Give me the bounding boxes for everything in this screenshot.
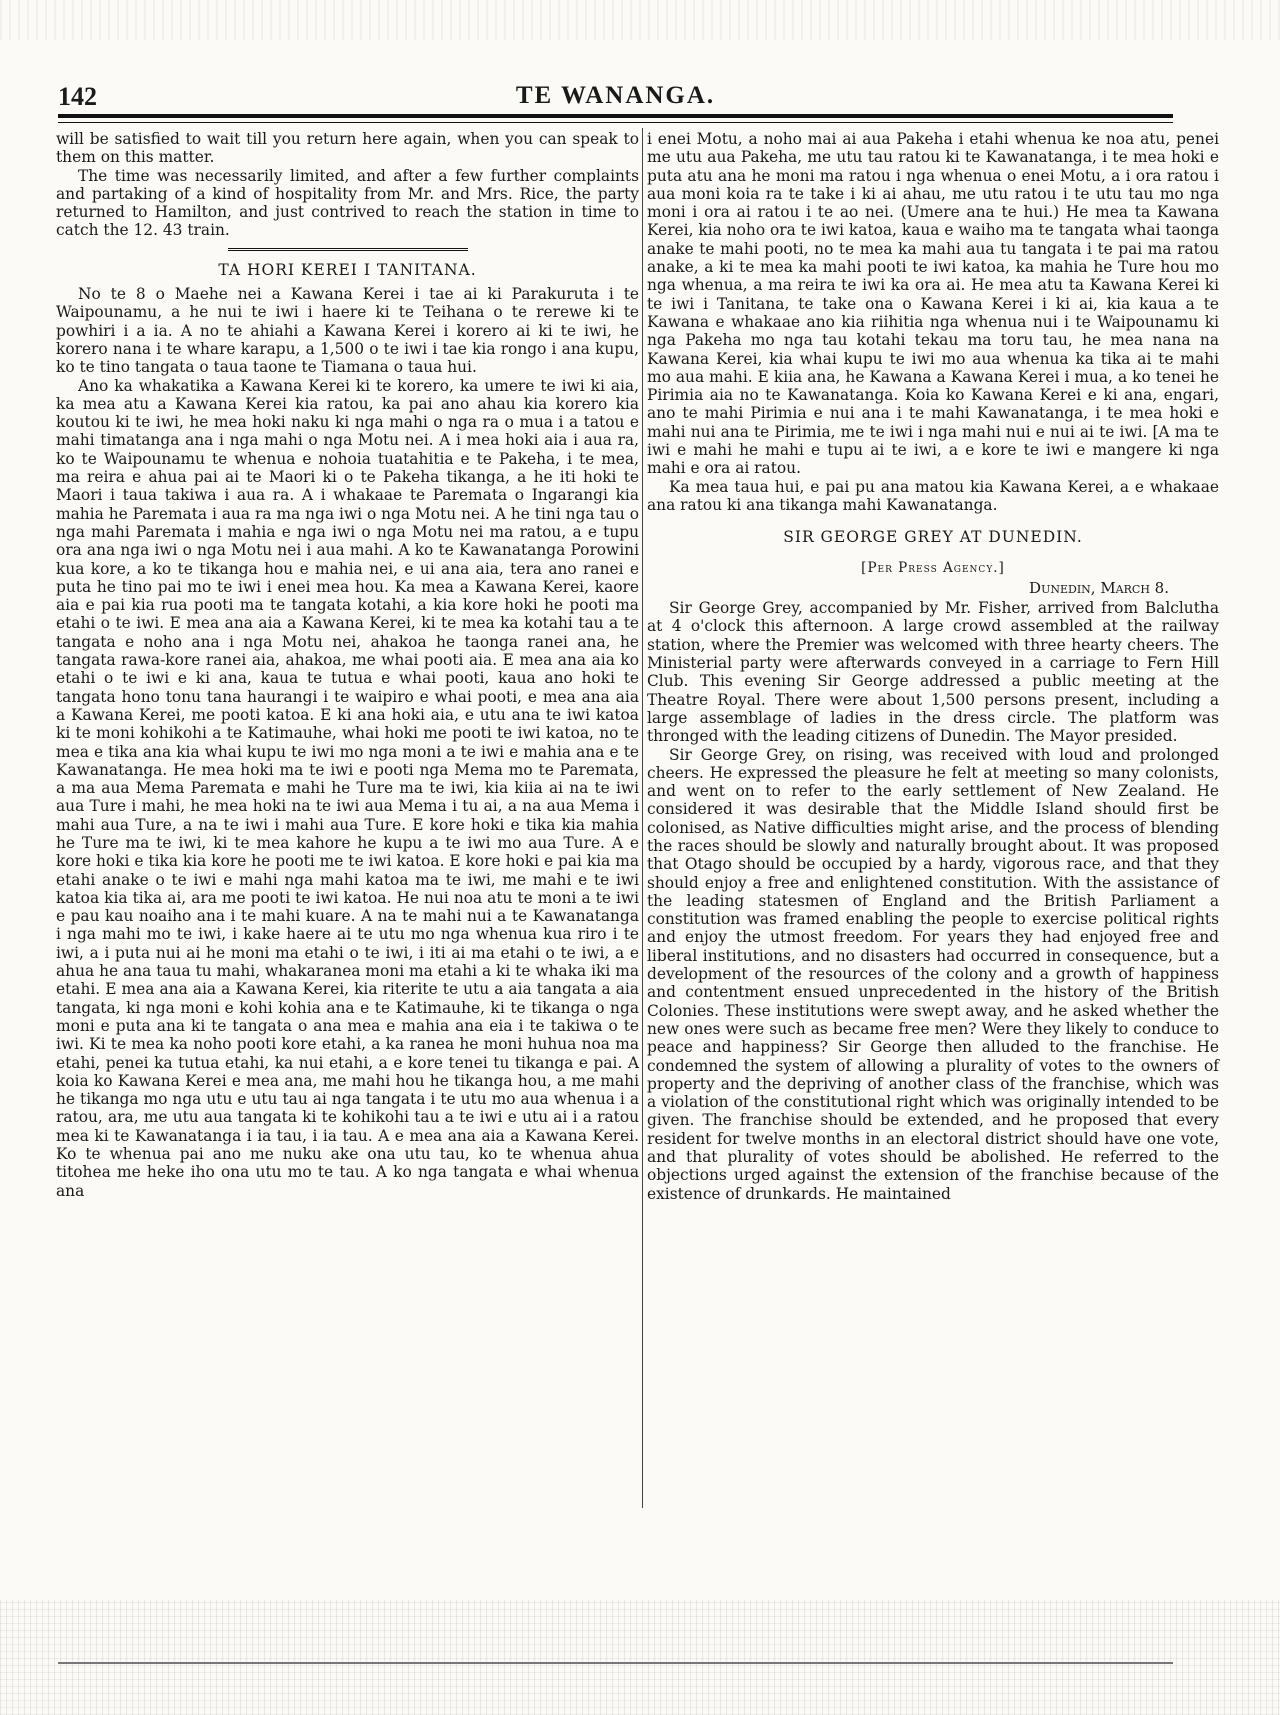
header-rule-thin <box>58 122 1173 123</box>
column-divider <box>642 128 643 1508</box>
article-paragraph: Sir George Grey, accompanied by Mr. Fisher, arrived from Balclutha at 4 o'clock this afternoon. A large crowd assembled at the railway station, where the Premier was welcomed with three hearty cheers. The Ministerial party were afterwards conveyed in a carriage to Fern Hill Club. This evening Sir George addressed a public meeting at the Theatre Royal. There were about 1,500 persons present, including a large assemblage of ladies in the dress circle. The platform was thronged with the leading citizens of Dunedin. The Mayor presided. <box>647 599 1219 746</box>
page-number: 142 <box>58 82 97 111</box>
header-rule <box>58 114 1173 118</box>
article-paragraph: Sir George Grey, on rising, was received with loud and prolonged cheers. He expressed the pleasure he felt at meeting so many colonists, and went on to refer to the early settlement of New Zealand. He considered it was desirable that the Middle Island should first be colonised, as Native difficulties might arise, and the process of blending the races should be slowly and naturally brought about. It was proposed that Otago should be occupied by a hardy, vigorous race, and that they should enjoy a free and enlightened constitution. With the assistance of the leading statesmen of England and the British Parliament a constitution was framed enabling the people to exercise political rights and enjoy the utmost freedom. For years they had enjoyed free and liberal institutions, and no disasters had occurred in consequence, but a development of the resources of the colony and a growth of happiness and contentment ensued unprecedented in the history of the British Colonies. These institutions were swept away, and he asked whether the new ones were such as became free men? Were they likely to conduce to peace and happiness? Sir George then alluded to the franchise. He condemned the system of allowing a plurality of votes to the owners of property and the depriving of another class of the franchise, which was a violation of the constitutional right which was originally intended to be given. The franchise should be extended, and he proposed that every resident for twelve months in an electoral district should have one vote, and that plurality of votes should be abolished. He referred to the objections urged against the extension of the franchise because of the existence of drunkards. He maintained <box>647 745 1219 1203</box>
left-column <box>56 130 639 1200</box>
article-closing-paragraph: The time was necessarily limited, and after a few further complaints and partaking of a kind of hospitality from Mr. and Mrs. Rice, the party returned to Hamilton, and just contrived to reach the station in time to catch the 12. 43 train. <box>56 166 639 240</box>
article-paragraph: No te 8 o Maehe nei a Kawana Kerei i tae ai ki Parakuruta i te Waipounamu, a he nui te iwi i haere ki te Teihana o te rerewe ki te powhiri i a ia. A no te ahiahi a Kawana Kerei i korero ai ki te iwi, he korero nana i te whare karapu, a 1,500 o te iwi i tae kia rongo i ana kupu, ko te tino tangata o taua taone te Tiamana o taua hui. <box>56 285 639 377</box>
footer-rule <box>58 1662 1173 1664</box>
scan-noise-bottom <box>0 1600 1280 1715</box>
dateline: Dunedin, March 8. <box>1029 578 1169 597</box>
article-paragraph: i enei Motu, a noho mai ai aua Pakeha i etahi whenua ke noa atu, penei me utu aua Pakeha, me utu tau ratou ki te Kawanatanga, i te mea hoki e puta atu ana he moni ma ratou i nga whenua o enei Motu, a i ora ratou i aua moni koia ra te take i ki ai ahau, me utu ratou i te utu tau mo nga moni i ora ai ratou i te ao nei. (Umere ana te hui.) He mea ta Kawana Kerei, kia noho ora te iwi katoa, kaua e waiho ma te tangata whai taonga anake te mahi pooti, no te mea ka mahi aua tu tangata i te pai ma ratou anake, a ki te mea ka mahi pooti te iwi katoa, ka mahia he Ture hou mo nga whenua, a ma reira te iwi ka ora ai. He mea atu ta Kawana Kerei ki te iwi i Tanitana, te take ona o Kawana Kerei i ki ai, kia kaua a te Kawana e whakaae ano kia riihitia nga whenua nui i te Waipounamu ki nga Pakeha mo nga tau kotahi tekau ma toru tau, he mea nana na Kawana Kerei, kia whai kupu te iwi mo aua whenua ka tika ai te mahi mo aua mahi. E kiia ana, he Kawana a Kawana Kerei i mua, a ko tenei he Pirimia aia no te Kawanatanga. Koia ko Kawana Kerei e ki ana, engari, ano te mahi Pirimia e nui ana i te mahi Kawanatanga, i te mea hoki e mahi nui ana te Pirimia, me te iwi i nga mahi nui e nui ai te iwi. [A ma te iwi e mahi he mahi e tupu ai te iwi, a e kore te iwi e mangere ki nga mahi e ora ai ratou. <box>647 130 1219 478</box>
press-agency-byline: [Per Press Agency.] <box>861 559 1005 576</box>
section-divider <box>228 248 468 251</box>
scan-noise-top <box>0 0 1280 40</box>
article-continuation: will be satisfied to wait till you return here again, when you can speak to them on this matter. <box>56 130 639 167</box>
page-header <box>58 82 1173 112</box>
article-heading-tanitana: TA HORI KEREI I TANITANA. <box>218 260 477 279</box>
article-paragraph: Ano ka whakatika a Kawana Kerei ki te korero, ka umere te iwi ki aia, ka mea atu a Kawana Kerei kia ratou, ka pai ano ahau kia korero kia koutou ki te iwi, he mea hoki naku ki nga mahi o nga ra o mua i a tatou e mahi timatanga ana i nga mahi o nga Motu nei. A i mea hoki aia i aua ra, ko te Waipounamu te whenua e nohoia tuatahitia e te Pakeha, i te mea, ma reira e ahua pai ai te Maori ki o te Pakeha tikanga, a he iti hoki te Maori i taua takiwa i aua ra. A i whakaae te Paremata o Ingarangi kia mahia he Paremata i aua ra ma nga iwi o nga Motu nei. A he tini nga tau o nga mahi Paremata i mahia e nga iwi o nga Motu nei ma ratou, a e tupu ora ana nga iwi o nga Motu nei i aua mahi. A ko te Kawanatanga Porowini kua kore, a ko te tikanga hou e mahia nei, e ui ana aia, tera ano ranei e puta he tino pai mo te iwi i enei mea hou. Ka mea a Kawana Kerei, kaore aia e pai kia rua pooti ma te tangata kotahi, a kia kore hoki he pooti ma etahi o te iwi. E mea ana aia a Kawana Kerei, ki te mea ka kotahi tau a te tangata e noho ana i nga Motu nei, ahakoa he taonga ranei ana, he tangata rawa-kore ranei aia, ahakoa, me whai pooti aia. E mea ana aia ko etahi o te iwi e ki ana, kaua te tutua e whai pooti, kaua ano hoki te tangata hono tonu tana haurangi i te waipiro e whai pooti, e mea ana aia a Kawana Kerei, me pooti katoa. E ki ana hoki aia, e utu ana te iwi katoa ki te moni kohikohi a te Katimauhe, whai hoki me pooti te iwi katoa, no te mea e tika ana kia whai kupu te iwi mo nga moni a te iwi e mahia ana e te Kawanatanga. He mea hoki ma te iwi e pooti nga Mema mo te Paremata, a ma aua Mema Paremata e mahi he Ture ma te iwi, kia kiia ai na te iwi aua Ture i mahi, he mea hoki na te iwi aua Mema i tu ai, a na aua Mema i mahi aua Ture, a na te iwi i mahi aua Ture. E kore hoki e tika kia mahia he Ture ma te iwi, ki te mea kahore he kupu a te iwi mo aua Ture. A e kore hoki e tika kia kore he pooti me te iwi katoa. E kore hoki e pai kia ma etahi anake o te iwi e mahi nga mahi katoa ma te iwi, me mahi e te iwi katoa kia tika ai, ara me pooti te iwi katoa. He nui noa atu te moni a te iwi e pau kau noaiho ana i te mahi kuare. A na te mahi nui a te Kawanatanga i nga mahi mo te iwi, i kake haere ai te utu mo nga whenua kua riro i te iwi, a i puta nui ai he moni ma etahi o te iwi, i iti ai ma etahi o te iwi, a e ahua he ana taua tu mahi, whakaranea moni ma etahi a ki te whaka iki ma etahi. E mea ana aia a Kawana Kerei, kia riterite te utu a aia tangata a aia tangata, ki nga moni e kohi kohia ana e te Katimauhe, ki te tikanga o nga moni e puta ana ki te tangata o ana mea e mahia ana eia i te takiwa o te iwi. Ki te mea ka noho pooti kore etahi, a ka ranea he moni huhua noa ma etahi, penei ka tutua etahi, ka nui etahi, a e kore tenei tu tikanga e pai. A koia ko Kawana Kerei e mea ana, me mahi hou he tikanga hou, a me mahi he tikanga mo nga utu e utu tau ai nga tangata i te utu mo aua whenua i a ratou, ara, me utu aua tangata ki te kohikohi tau a te iwi e utu ai i a ratou mea ki te Kawanatanga i ia tau, i ia tau. A e mea ana aia a Kawana Kerei. Ko te whenua pai ano me nuku ake ona utu tau, ko te whenua ahua titohea me heke iho ona utu mo te tau. A ko nga tangata e whai whenua ana <box>56 376 639 1200</box>
masthead-title: TE WANANGA. <box>515 82 716 109</box>
right-column <box>647 130 1219 1203</box>
article-heading-dunedin: SIR GEORGE GREY AT DUNEDIN. <box>783 528 1083 547</box>
article-paragraph: Ka mea taua hui, e pai pu ana matou kia Kawana Kerei, a e whakaae ana ratou ki ana tikanga mahi Kawanatanga. <box>647 477 1219 514</box>
